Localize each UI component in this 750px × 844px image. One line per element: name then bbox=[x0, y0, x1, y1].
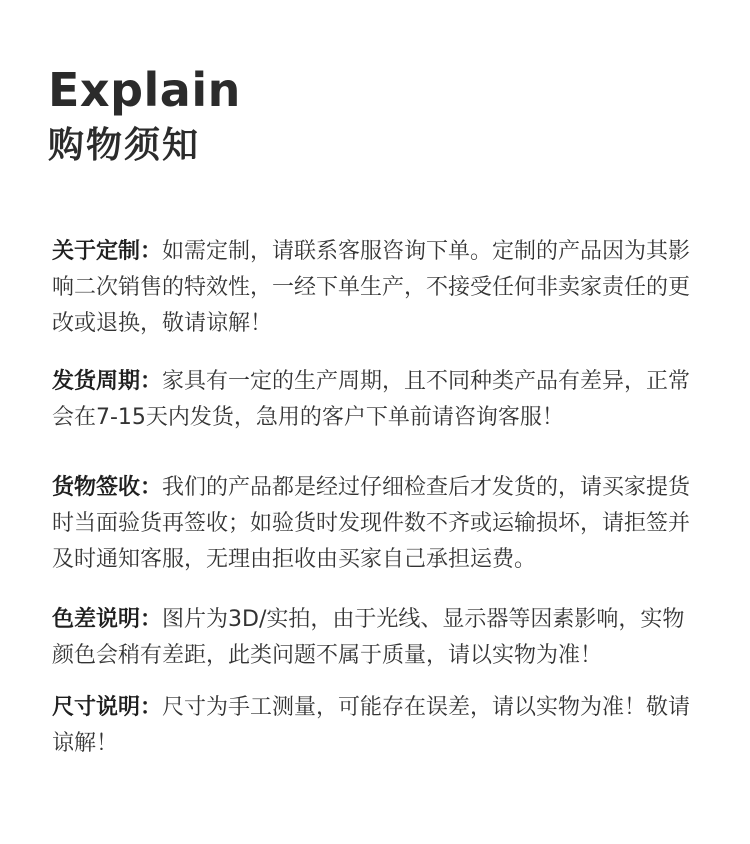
notice-label: 色差说明： bbox=[52, 607, 163, 632]
notice-size bbox=[52, 690, 702, 762]
notice-label: 关于定制： bbox=[52, 239, 163, 264]
notice-text: 尺寸为手工测量，可能存在误差，请以实物为准！敬请谅解！ bbox=[52, 695, 691, 756]
notice-shipping-period bbox=[52, 364, 702, 436]
notice-text: 如需定制，请联系客服咨询下单。定制的产品因为其影响二次销售的特效性，一经下单生产，不接受任何非卖家责任的更改或退换，敬请谅解！ bbox=[52, 239, 691, 336]
notice-label: 尺寸说明： bbox=[52, 695, 163, 720]
notice-receipt bbox=[52, 470, 702, 578]
notice-label: 发货周期： bbox=[52, 369, 163, 394]
heading-chinese: 购物须知 bbox=[48, 125, 201, 166]
notice-label: 货物签收： bbox=[52, 475, 163, 500]
notice-customization bbox=[52, 234, 702, 342]
heading-english: Explain bbox=[48, 63, 241, 117]
notice-text: 图片为3D/实拍，由于光线、显示器等因素影响，实物颜色会稍有差距，此类问题不属于质量，请以实物为准！ bbox=[52, 607, 685, 668]
notice-text: 我们的产品都是经过仔细检查后才发货的，请买家提货时当面验货再签收；如验货时发现件数不齐或运输损坏，请拒签并及时通知客服，无理由拒收由买家自己承担运费。 bbox=[52, 475, 691, 572]
notice-color-difference bbox=[52, 602, 702, 674]
notice-text: 家具有一定的生产周期，且不同种类产品有差异，正常会在7-15天内发货，急用的客户下单前请咨询客服！ bbox=[52, 369, 691, 430]
